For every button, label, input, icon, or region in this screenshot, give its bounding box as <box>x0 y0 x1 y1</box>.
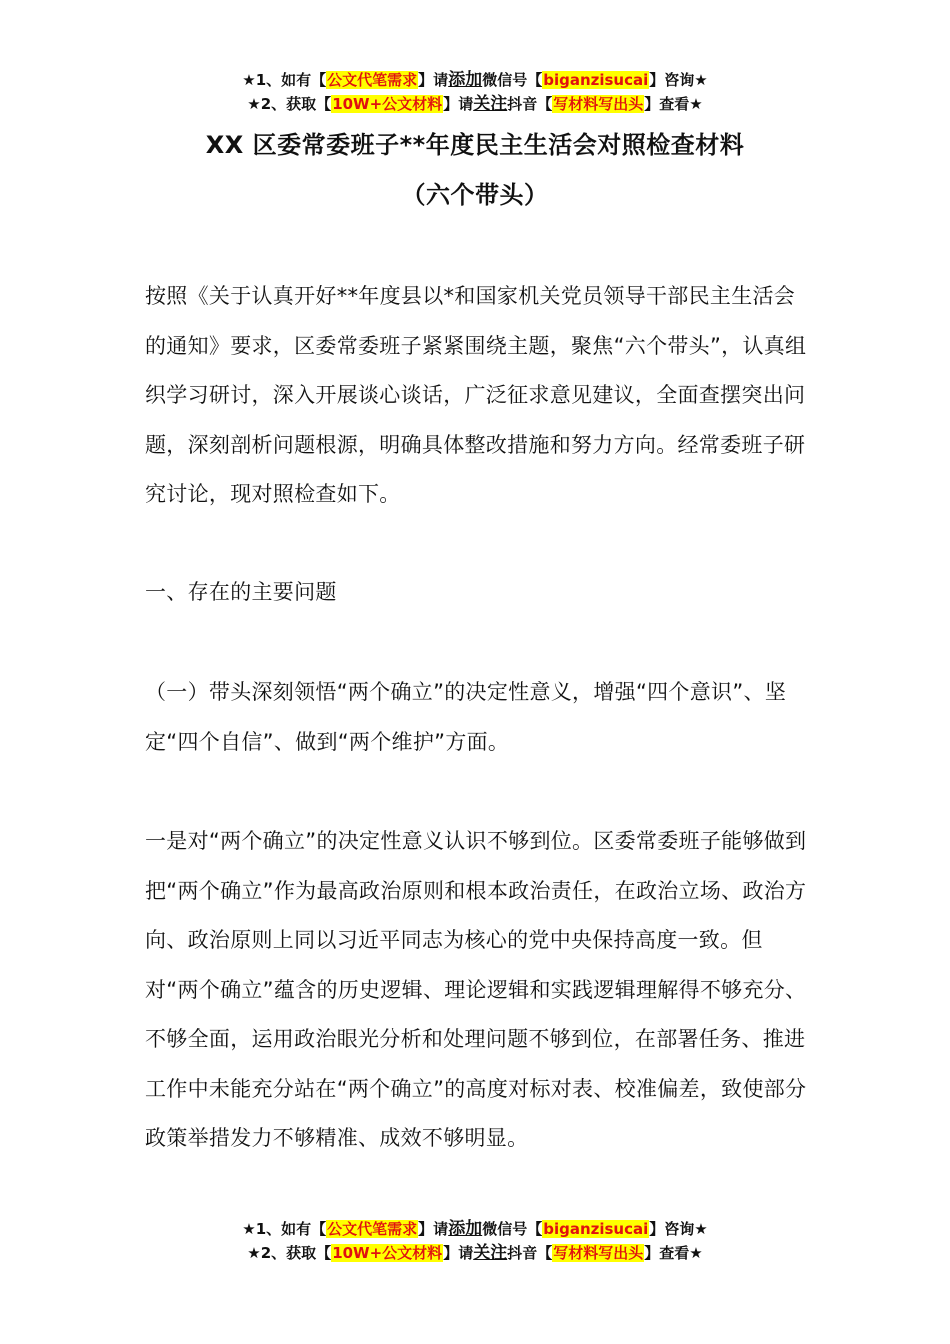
promo-line-1: ★1、如有【公文代笔需求】请添加微信号【biganzisucai】咨询★ <box>242 70 708 90</box>
promo-banner-bottom <box>0 1217 950 1265</box>
highlight-wechat-id: biganzisucai <box>543 1220 649 1238</box>
section-heading: 一、存在的主要问题 <box>145 580 337 604</box>
highlight-douyin-id: 写材料写出头 <box>553 95 644 113</box>
document-title: XX 区委常委班子**年度民主生活会对照检查材料 <box>205 131 745 159</box>
body-paragraph: 一是对“两个确立”的决定性意义认识不够到位。区委常委班子能够做到把“两个确立”作为最高政治原则和根本政治责任，在政治立场、政治方向、政治原则上同以习近平同志为核心的党中央保持高度一致。但对“两个确立”蕴含的历史逻辑、理论逻辑和实践逻辑理解得不够充分、不够全面，运用政治眼光分析和处理问题不够到位，在部署任务、推进工作中未能充分站在“两个确立”的高度对标对表、校准偏差，致使部分政策举措发力不够精准、成效不够明显。 <box>145 829 807 1150</box>
highlight-douyin-id: 写材料写出头 <box>553 1244 644 1262</box>
document-subtitle: （六个带头） <box>401 181 549 209</box>
promo-banner-top <box>0 68 950 116</box>
intro-paragraph: 按照《关于认真开好**年度县以*和国家机关党员领导干部民主生活会的通知》要求，区委常委班子紧紧围绕主题，聚焦“六个带头”，认真组织学习研讨，深入开展谈心谈话，广泛征求意见建议，全面查摆突出问题，深刻剖析问题根源，明确具体整改措施和努力方向。经常委班子研究讨论，现对照检查如下。 <box>145 284 807 506</box>
promo-line-2: ★2、获取【10W+公文材料】请关注抖音【写材料写出头】查看★ <box>247 94 703 114</box>
highlight-materials: 10W+公文材料 <box>332 95 443 113</box>
highlight-service: 公文代笔需求 <box>327 1220 418 1238</box>
highlight-service: 公文代笔需求 <box>327 71 418 89</box>
highlight-wechat-id: biganzisucai <box>543 71 649 89</box>
promo-line-1: ★1、如有【公文代笔需求】请添加微信号【biganzisucai】咨询★ <box>242 1219 708 1239</box>
subsection-heading: （一）带头深刻领悟“两个确立”的决定性意义，增强“四个意识”、坚定“四个自信”、做到“两个维护”方面。 <box>145 680 787 754</box>
promo-line-2: ★2、获取【10W+公文材料】请关注抖音【写材料写出头】查看★ <box>247 1243 703 1263</box>
highlight-materials: 10W+公文材料 <box>332 1244 443 1262</box>
